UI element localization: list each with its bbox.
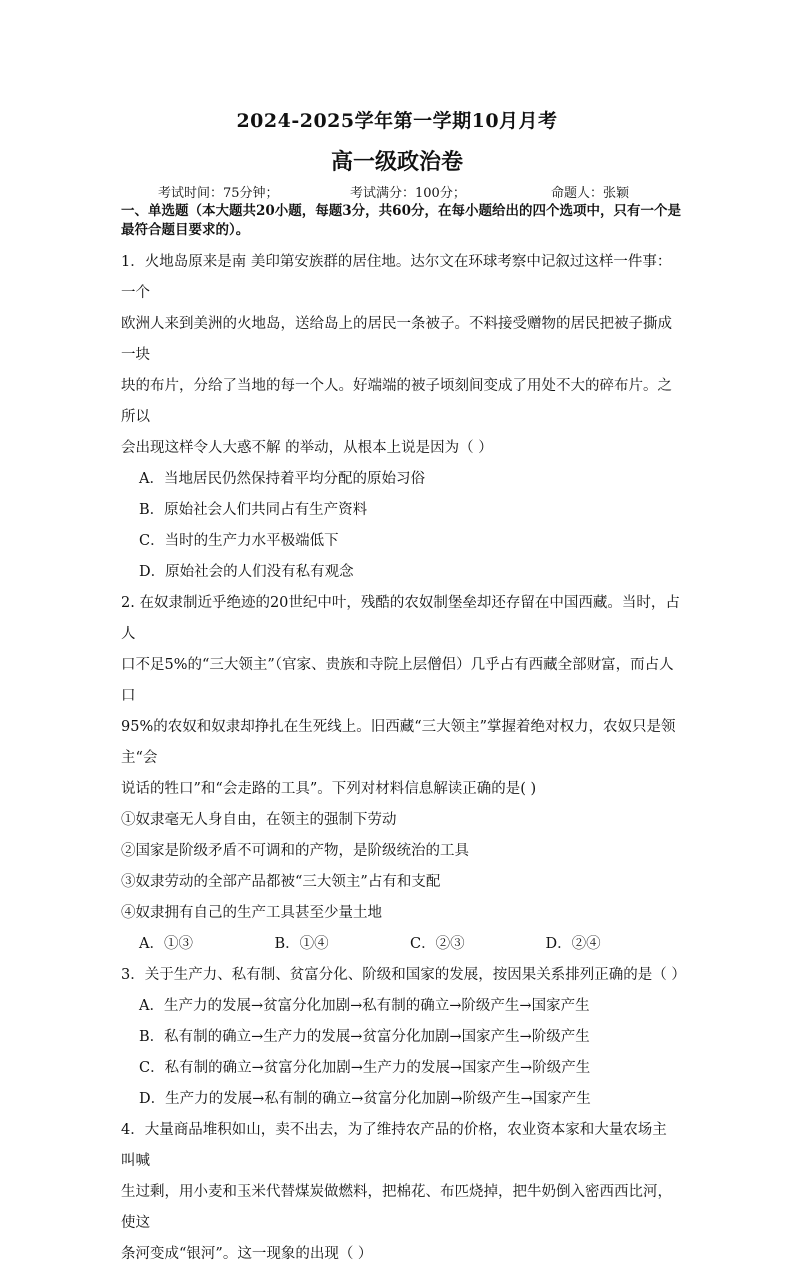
- exam-total-score: 考试满分：100分；: [350, 186, 466, 201]
- question-3-option-d: D．生产力的发展→私有制的确立→贫富分化加剧→阶级产生→国家产生: [139, 1091, 591, 1107]
- exam-subtitle: 高一级政治卷: [330, 149, 463, 175]
- question-2-stem-line: 2. 在奴隶制近乎绝迹的20世纪中叶，残酷的农奴制堡垒却还存留在中国西藏。当时，占人: [121, 595, 680, 642]
- question-1-stem-line: 块的布片，分给了当地的每一个人。好端端的被子顷刻间变成了用处不大的碎布片。之所以: [121, 378, 672, 425]
- question-2-statement-2: ②国家是阶级矛盾不可调和的产物，是阶级统治的工具: [121, 843, 469, 859]
- question-1-option-a: A．当地居民仍然保持着平均分配的原始习俗: [139, 471, 425, 487]
- question-2-statement-3: ③奴隶劳动的全部产品都被“三大领主”占有和支配: [121, 874, 441, 890]
- question-1-stem-line: 会出现这样令人大惑不解 的举动，从根本上说是因为（ ）: [121, 440, 493, 456]
- question-1-stem-line: 欧洲人来到美洲的火地岛，送给岛上的居民一条被子。不料接受赠物的居民把被子撕成一块: [121, 316, 672, 363]
- exam-time: 考试时间：75分钟；: [158, 186, 279, 201]
- exam-author: 命题人：张颖: [551, 186, 630, 201]
- exam-title: 2024-2025学年第一学期10月月考: [236, 110, 558, 132]
- question-1-option-b: B．原始社会人们共同占有生产资料: [139, 502, 368, 518]
- question-4-stem-line: 生过剩，用小麦和玉米代替煤炭做燃料，把棉花、布匹烧掉，把牛奶倒入密西西比河，使这: [121, 1184, 672, 1231]
- question-2-stem-line: 口不足5%的“三大领主”（官家、贵族和寺院上层僧侣）几乎占有西藏全部财富，而占人口: [121, 657, 674, 704]
- question-2-option-b: B．①④: [274, 936, 329, 952]
- question-2-option-a: A．①③: [139, 936, 193, 952]
- question-1-option-c: C．当时的生产力水平极端低下: [139, 533, 339, 549]
- question-3-option-c: C．私有制的确立→贫富分化加剧→生产力的发展→国家产生→阶级产生: [139, 1060, 591, 1076]
- question-3-stem-line: 3．关于生产力、私有制、贫富分化、阶级和国家的发展，按因果关系排列正确的是（ ）: [121, 967, 686, 983]
- question-1-stem-line: 1．火地岛原来是南 美印第安族群的居住地。达尔文在环球考察中记叙过这样一件事：一个: [121, 254, 672, 301]
- question-list: [121, 247, 686, 1270]
- question-1-option-d: D．原始社会的人们没有私有观念: [139, 564, 354, 580]
- question-4-stem-line: 4．大量商品堆积如山，卖不出去，为了维持农产品的价格，农业资本家和大量农场主叫喊: [121, 1122, 667, 1169]
- question-2-stem-line: 说话的牲口”和“会走路的工具”。下列对材料信息解读正确的是( ): [121, 781, 537, 797]
- question-2-option-c: C．②③: [410, 936, 465, 952]
- question-2-statement-1: ①奴隶毫无人身自由，在领主的强制下劳动: [121, 812, 397, 828]
- question-2-option-d: D．②④: [545, 936, 601, 952]
- question-3-option-b: B．私有制的确立→生产力的发展→贫富分化加剧→国家产生→阶级产生: [139, 1029, 590, 1045]
- question-4-stem-line: 条河变成“银河”。这一现象的出现（ ）: [121, 1246, 373, 1262]
- question-2-options: [121, 929, 681, 960]
- section-heading: 一、单选题（本大题共20小题，每题3分，共60分，在每小题给出的四个选项中，只有一个是最符合题目要求的）。: [121, 203, 681, 238]
- question-2-stem-line: 95%的农奴和奴隶却挣扎在生死线上。旧西藏“三大领主”掌握着绝对权力，农奴只是领主“会: [121, 719, 676, 766]
- question-3-option-a: A．生产力的发展→贫富分化加剧→私有制的确立→阶级产生→国家产生: [139, 998, 590, 1014]
- question-2-statement-4: ④奴隶拥有自己的生产工具甚至少量土地: [121, 905, 382, 921]
